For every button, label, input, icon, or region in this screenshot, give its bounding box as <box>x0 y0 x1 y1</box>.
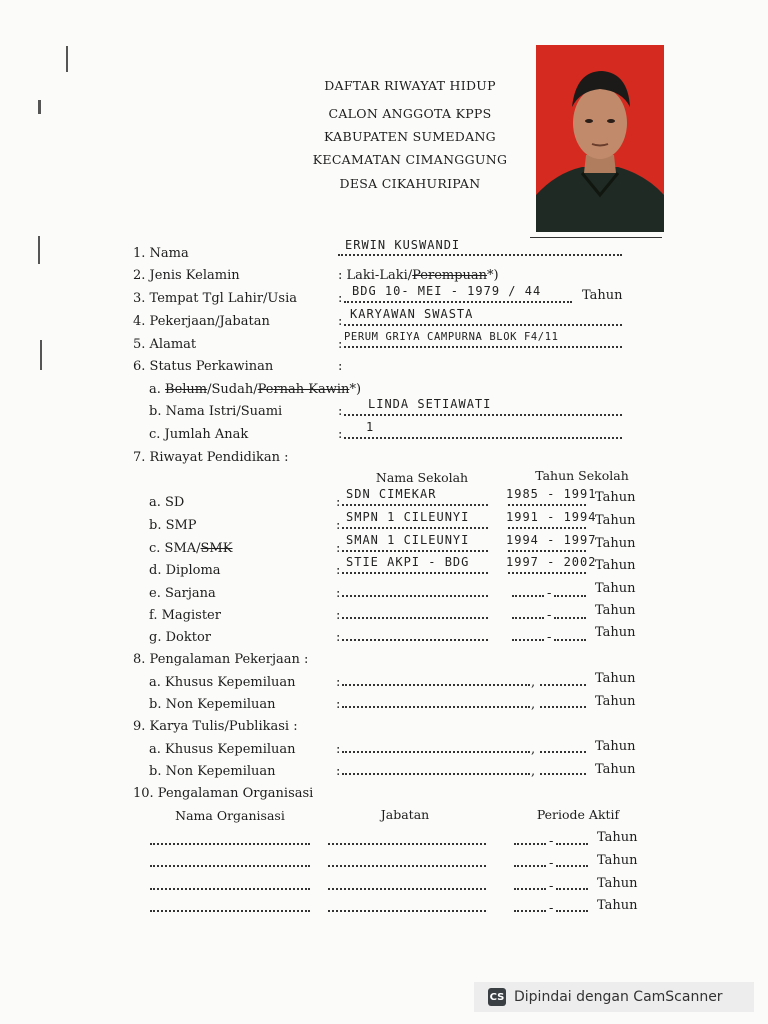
unit-tahun: Tahun <box>595 536 636 551</box>
field-line <box>514 865 546 867</box>
dash: - <box>549 879 554 894</box>
field-line <box>556 843 588 845</box>
edu-school: SDN CIMEKAR <box>346 487 437 501</box>
edu-label: c. SMA/SMK <box>149 541 233 556</box>
unit-tahun: Tahun <box>597 830 638 845</box>
field-line <box>540 684 586 686</box>
label-karya-non: b. Non Kepemiluan <box>149 764 276 779</box>
field-line <box>514 843 546 845</box>
edu-label: b. SMP <box>149 518 197 533</box>
comma: , <box>531 742 536 757</box>
value-alamat: PERUM GRIYA CAMPURNA BLOK F4/11 <box>344 331 559 343</box>
field-line <box>342 639 488 641</box>
field-line <box>342 504 488 506</box>
camscanner-watermark <box>474 982 754 1012</box>
value-anak: 1 <box>366 420 375 434</box>
unit-tahun: Tahun <box>595 513 636 528</box>
field-line <box>342 773 530 775</box>
colon: : <box>336 563 341 578</box>
unit-tahun: Tahun <box>595 762 636 777</box>
colon: : <box>338 291 343 306</box>
field-line <box>344 346 622 348</box>
edu-school: SMPN 1 CILEUNYI <box>346 510 470 524</box>
doc-subtitle-1: CALON ANGGOTA KPPS <box>328 106 492 121</box>
value-nama: ERWIN KUSWANDI <box>345 238 461 252</box>
field-line <box>344 437 622 439</box>
dash: - <box>549 901 554 916</box>
label-alamat: 5. Alamat <box>133 337 197 352</box>
field-line <box>150 843 310 845</box>
unit-tahun: Tahun <box>595 581 636 596</box>
colon: : <box>336 764 341 779</box>
unit-tahun: Tahun <box>595 671 636 686</box>
field-line <box>342 617 488 619</box>
field-line <box>554 595 586 597</box>
label-karya-khusus: a. Khusus Kepemiluan <box>149 742 296 757</box>
col-tahun-sekolah: Tahun Sekolah <box>535 468 629 483</box>
value-ttl: BDG 10- MEI - 1979 / 44 <box>352 284 542 298</box>
field-line <box>540 706 586 708</box>
scan-margin-mark <box>40 340 42 370</box>
dash: - <box>547 608 552 623</box>
field-line <box>556 865 588 867</box>
field-line <box>512 595 544 597</box>
colon: : <box>338 359 343 374</box>
label-pendidikan: 7. Riwayat Pendidikan : <box>133 450 289 465</box>
colon: : <box>338 337 343 352</box>
unit-tahun: Tahun <box>595 739 636 754</box>
colon: : <box>336 675 341 690</box>
colon: : <box>336 630 341 645</box>
field-line <box>342 595 488 597</box>
edu-label: d. Diploma <box>149 563 221 578</box>
unit-tahun: Tahun <box>582 288 623 303</box>
unit-tahun: Tahun <box>595 558 636 573</box>
field-line <box>338 254 622 256</box>
label-karya-tulis: 9. Karya Tulis/Publikasi : <box>133 719 298 734</box>
applicant-photo <box>536 45 664 232</box>
colon: : <box>336 608 341 623</box>
field-line <box>540 751 586 753</box>
edu-label: a. SD <box>149 495 185 510</box>
doc-subtitle-2: KABUPATEN SUMEDANG <box>324 129 496 144</box>
field-line <box>530 237 662 238</box>
field-line <box>342 572 488 574</box>
field-line <box>342 751 530 753</box>
label-organisasi: 10. Pengalaman Organisasi <box>133 786 314 801</box>
field-line <box>150 910 310 912</box>
field-line <box>508 550 586 552</box>
doc-subtitle-3: KECAMATAN CIMANGGUNG <box>312 152 508 167</box>
field-line <box>328 865 486 867</box>
field-line <box>508 572 586 574</box>
label-anak: c. Jumlah Anak <box>149 427 249 442</box>
field-line <box>508 504 586 506</box>
camscanner-label: Dipindai dengan CamScanner <box>514 989 723 1005</box>
field-line <box>540 773 586 775</box>
scan-margin-mark <box>38 100 41 114</box>
field-line <box>342 550 488 552</box>
field-line <box>556 910 588 912</box>
col-periode-aktif: Periode Aktif <box>536 807 620 822</box>
edu-school: SMAN 1 CILEUNYI <box>346 533 470 547</box>
unit-tahun: Tahun <box>595 625 636 640</box>
edu-year: 1991 - 1994 <box>506 510 597 524</box>
field-line <box>512 617 544 619</box>
field-line <box>328 910 486 912</box>
dash: - <box>547 630 552 645</box>
colon: : <box>336 697 341 712</box>
field-line <box>514 888 546 890</box>
field-line <box>344 301 572 303</box>
doc-subtitle-4: DESA CIKAHURIPAN <box>339 176 481 191</box>
colon: : <box>338 314 343 329</box>
unit-tahun: Tahun <box>595 603 636 618</box>
label-pekerjaan: 4. Pekerjaan/Jabatan <box>133 314 270 329</box>
field-line <box>328 888 486 890</box>
label-status-a: a. Belum/Sudah/Pernah Kawin*) <box>149 382 362 397</box>
colon: : <box>336 495 341 510</box>
field-line <box>342 706 530 708</box>
colon: : <box>336 586 341 601</box>
value-jenis-kelamin: : Laki-Laki/Perempuan*) <box>338 268 499 283</box>
colon: : <box>338 427 343 442</box>
field-line <box>344 324 622 326</box>
field-line <box>344 414 622 416</box>
dash: - <box>549 834 554 849</box>
edu-label: g. Doktor <box>149 630 211 645</box>
dash: - <box>549 856 554 871</box>
field-line <box>556 888 588 890</box>
label-nama: 1. Nama <box>133 246 189 261</box>
field-line <box>512 639 544 641</box>
colon: : <box>336 742 341 757</box>
dash: - <box>547 586 552 601</box>
colon: : <box>336 541 341 556</box>
field-line <box>508 527 586 529</box>
camscanner-icon: CS <box>488 988 506 1006</box>
edu-year: 1994 - 1997 <box>506 533 597 547</box>
edu-year: 1997 - 2002 <box>506 555 597 569</box>
label-kerja-khusus: a. Khusus Kepemiluan <box>149 675 296 690</box>
field-line <box>342 527 488 529</box>
label-istri: b. Nama Istri/Suami <box>149 404 283 419</box>
field-line <box>150 865 310 867</box>
field-line <box>328 843 486 845</box>
scan-margin-mark <box>38 236 40 264</box>
value-pekerjaan: KARYAWAN SWASTA <box>350 307 474 321</box>
doc-title: DAFTAR RIWAYAT HIDUP <box>324 78 496 93</box>
edu-school: STIE AKPI - BDG <box>346 555 470 569</box>
col-nama-sekolah: Nama Sekolah <box>375 470 469 485</box>
comma: , <box>531 764 536 779</box>
label-jenis-kelamin: 2. Jenis Kelamin <box>133 268 240 283</box>
field-line <box>514 910 546 912</box>
comma: , <box>531 697 536 712</box>
field-line <box>342 684 530 686</box>
comma: , <box>531 675 536 690</box>
unit-tahun: Tahun <box>597 898 638 913</box>
unit-tahun: Tahun <box>595 694 636 709</box>
colon: : <box>336 518 341 533</box>
field-line <box>150 888 310 890</box>
field-line <box>554 617 586 619</box>
colon: : <box>338 404 343 419</box>
label-pengalaman-kerja: 8. Pengalaman Pekerjaan : <box>133 652 309 667</box>
scan-margin-mark <box>66 46 68 72</box>
field-line <box>554 639 586 641</box>
edu-label: e. Sarjana <box>149 586 216 601</box>
unit-tahun: Tahun <box>597 876 638 891</box>
unit-tahun: Tahun <box>597 853 638 868</box>
label-ttl: 3. Tempat Tgl Lahir/Usia <box>133 291 297 306</box>
label-status: 6. Status Perkawinan <box>133 359 274 374</box>
col-jabatan: Jabatan <box>380 807 430 822</box>
edu-year: 1985 - 1991 <box>506 487 597 501</box>
label-kerja-non: b. Non Kepemiluan <box>149 697 276 712</box>
unit-tahun: Tahun <box>595 490 636 505</box>
value-istri: LINDA SETIAWATI <box>368 397 492 411</box>
edu-label: f. Magister <box>149 608 221 623</box>
col-nama-organisasi: Nama Organisasi <box>175 808 285 823</box>
